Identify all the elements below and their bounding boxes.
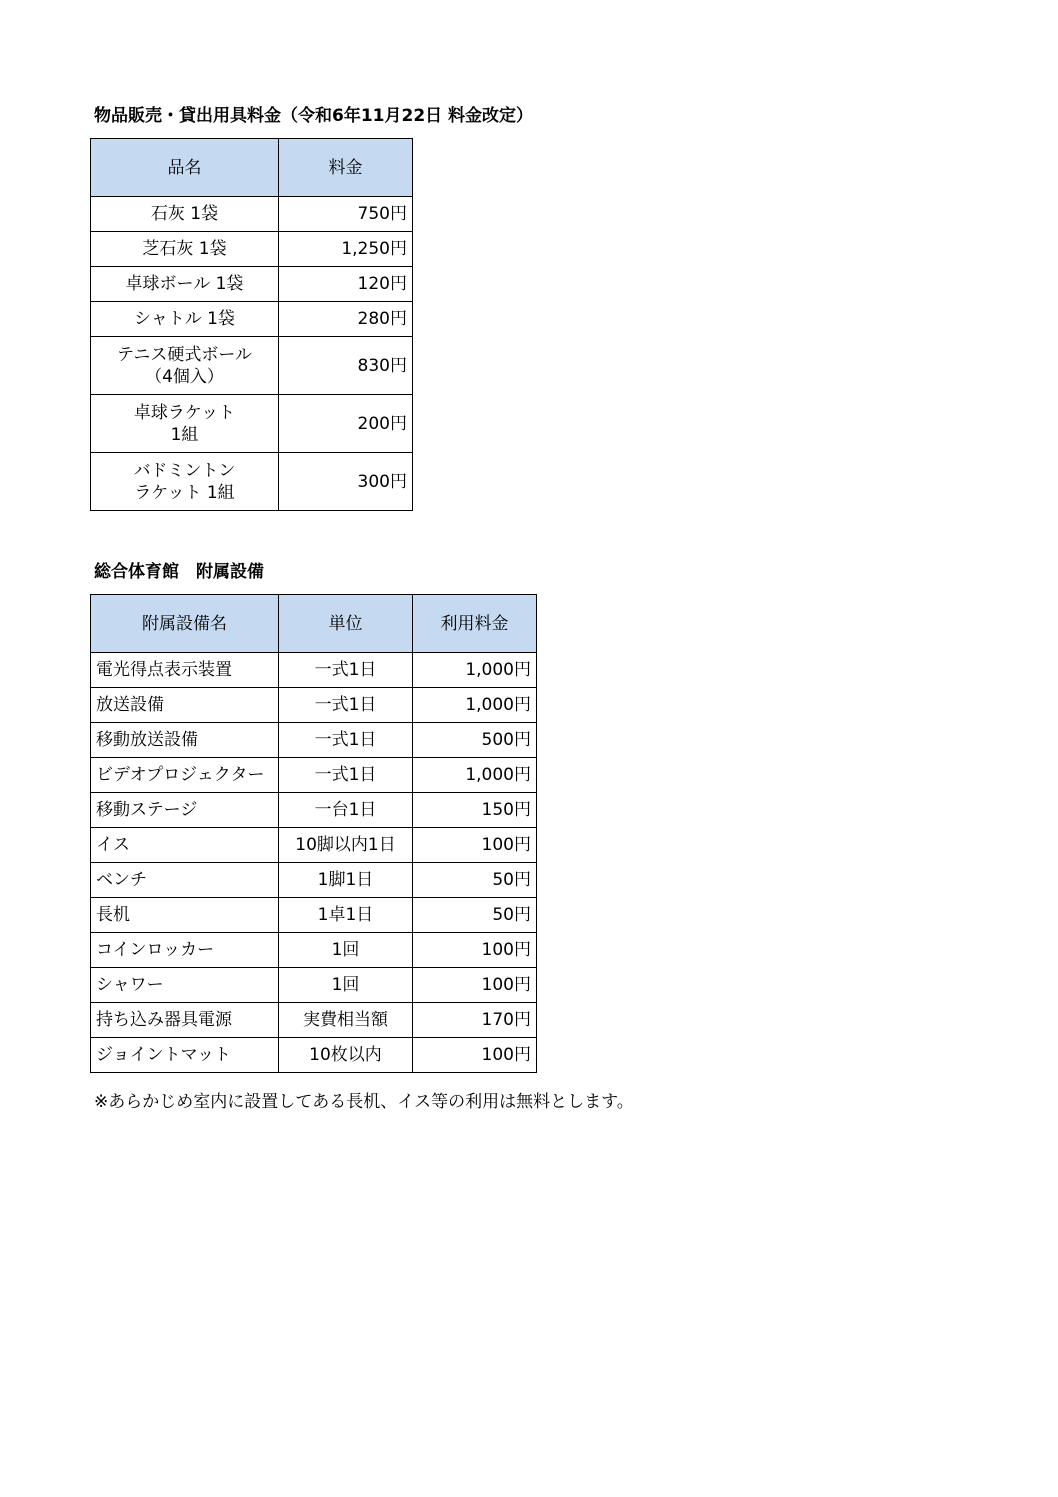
equipment-unit: 10脚以内1日 [279, 828, 413, 863]
table-row [91, 395, 413, 453]
equipment-unit: 1回 [279, 933, 413, 968]
table-row [91, 1038, 537, 1073]
equipment-fee: 100円 [413, 828, 537, 863]
table-row [91, 758, 537, 793]
item-price: 120円 [279, 267, 413, 302]
equipment-fee: 150円 [413, 793, 537, 828]
item-price: 200円 [279, 395, 413, 453]
table-row [91, 267, 413, 302]
column-header-equipment-name: 附属設備名 [91, 595, 279, 653]
section1-title: 物品販売・貸出用具料金（令和6年11月22日 料金改定） [94, 106, 534, 126]
equipment-fee: 50円 [413, 863, 537, 898]
item-name: 卓球ボール 1袋 [91, 267, 279, 302]
column-header-price: 料金 [279, 139, 413, 197]
facility-equipment-table [90, 594, 537, 1073]
equipment-unit: 1脚1日 [279, 863, 413, 898]
item-price: 750円 [279, 197, 413, 232]
equipment-unit: 一式1日 [279, 653, 413, 688]
equipment-unit: 1卓1日 [279, 898, 413, 933]
goods-price-table [90, 138, 413, 511]
table-row [91, 723, 537, 758]
table-row [91, 1003, 537, 1038]
equipment-unit: 一式1日 [279, 723, 413, 758]
equipment-name: ジョイントマット [91, 1038, 279, 1073]
table-row [91, 453, 413, 511]
table-row [91, 302, 413, 337]
item-name: バドミントン ラケット 1組 [91, 453, 279, 511]
item-price: 1,250円 [279, 232, 413, 267]
equipment-name: シャワー [91, 968, 279, 1003]
table-row [91, 828, 537, 863]
equipment-fee: 500円 [413, 723, 537, 758]
equipment-name: ビデオプロジェクター [91, 758, 279, 793]
column-header-unit: 単位 [279, 595, 413, 653]
table-row [91, 968, 537, 1003]
equipment-fee: 1,000円 [413, 653, 537, 688]
table-row [91, 933, 537, 968]
item-name: 卓球ラケット 1組 [91, 395, 279, 453]
table-row [91, 863, 537, 898]
equipment-name: イス [91, 828, 279, 863]
equipment-unit: 10枚以内 [279, 1038, 413, 1073]
equipment-name: 移動放送設備 [91, 723, 279, 758]
equipment-unit: 一台1日 [279, 793, 413, 828]
equipment-fee: 1,000円 [413, 758, 537, 793]
equipment-name: 持ち込み器具電源 [91, 1003, 279, 1038]
equipment-unit: 一式1日 [279, 688, 413, 723]
table-row [91, 688, 537, 723]
table-header-row [91, 139, 413, 197]
equipment-unit: 実費相当額 [279, 1003, 413, 1038]
equipment-unit: 1回 [279, 968, 413, 1003]
equipment-fee: 170円 [413, 1003, 537, 1038]
table-row [91, 232, 413, 267]
equipment-name: 長机 [91, 898, 279, 933]
equipment-name: ベンチ [91, 863, 279, 898]
table-row [91, 793, 537, 828]
footnote: ※あらかじめ室内に設置してある長机、イス等の利用は無料とします。 [94, 1092, 634, 1112]
item-name: テニス硬式ボール （4個入） [91, 337, 279, 395]
table-row [91, 197, 413, 232]
equipment-name: コインロッカー [91, 933, 279, 968]
equipment-fee: 100円 [413, 1038, 537, 1073]
table-row [91, 337, 413, 395]
item-price: 830円 [279, 337, 413, 395]
equipment-fee: 100円 [413, 968, 537, 1003]
section2-title: 総合体育館 附属設備 [94, 562, 264, 582]
equipment-name: 移動ステージ [91, 793, 279, 828]
table-row [91, 653, 537, 688]
equipment-fee: 100円 [413, 933, 537, 968]
item-name: シャトル 1袋 [91, 302, 279, 337]
item-price: 300円 [279, 453, 413, 511]
item-name: 石灰 1袋 [91, 197, 279, 232]
table-header-row [91, 595, 537, 653]
equipment-unit: 一式1日 [279, 758, 413, 793]
item-price: 280円 [279, 302, 413, 337]
equipment-name: 電光得点表示装置 [91, 653, 279, 688]
column-header-item-name: 品名 [91, 139, 279, 197]
equipment-fee: 1,000円 [413, 688, 537, 723]
column-header-fee: 利用料金 [413, 595, 537, 653]
equipment-name: 放送設備 [91, 688, 279, 723]
table-row [91, 898, 537, 933]
item-name: 芝石灰 1袋 [91, 232, 279, 267]
equipment-fee: 50円 [413, 898, 537, 933]
